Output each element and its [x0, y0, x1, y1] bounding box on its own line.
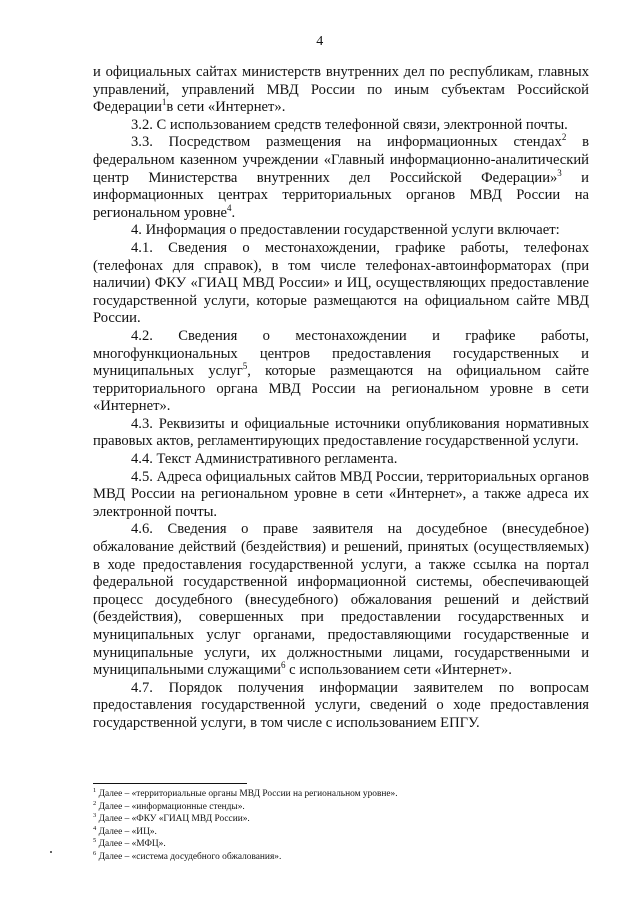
footnote-separator — [93, 783, 247, 784]
paragraph — [93, 680, 589, 733]
paragraph-text: 4.6. Сведения о праве заявителя на досудебное (внесудебное) обжалование действий (бездействия) и решений, принятых (осуществляемых) в ходе предоставления государственной услуги, а также ссылка на портал федеральной государственной информационной системы, обеспечивающей процесс досудебного (внесудебного) обжалования решений и действий (бездействия), совершенных при предоставлении государственных и муниципальных услуг органами, предоставляющими государственные и муниципальные услуги, их должностными лицами, государственными и муниципальными служащими — [93, 521, 589, 679]
paragraph — [93, 240, 589, 328]
paragraph — [93, 521, 589, 679]
footnote-number: 4 — [93, 824, 97, 832]
footnote-number: 2 — [93, 799, 97, 807]
paragraph-text: 4.3. Реквизиты и официальные источники опубликования нормативных правовых актов, регламентирующих предоставление государственной услуги. — [93, 415, 589, 450]
paragraph-text: 3.3. Посредством размещения на информационных стендах — [131, 134, 562, 151]
paragraph-text: 4.4. Текст Административного регламента. — [131, 451, 398, 468]
paragraph-text: и информационных центрах территориальных органов МВД России на региональном уровне — [93, 169, 589, 221]
paragraph-text: . — [231, 204, 236, 221]
paragraph — [93, 64, 589, 117]
paragraph-text: 3.2. С использованием средств телефонной связи, электронной почты. — [131, 116, 568, 133]
paragraph — [93, 328, 589, 416]
scan-speck — [50, 851, 52, 853]
footnote — [93, 813, 589, 826]
footnote-reference: 4 — [227, 202, 232, 213]
paragraph — [93, 416, 589, 451]
paragraph — [93, 222, 589, 240]
footnote-number: 6 — [93, 849, 97, 857]
paragraph-text: 4.1. Сведения о местонахождении, графике работы, телефонах (телефонах для справок), в том числе телефонах-автоинформаторах (при наличии) ФКУ «ГИАЦ МВД России» и ИЦ, осуществляющих предоставление государственной услуги, которые размещаются на официальном сайте МВД России. — [93, 239, 589, 327]
paragraph — [93, 134, 589, 222]
paragraph — [93, 469, 589, 522]
footnote-reference: 1 — [161, 97, 167, 108]
paragraph-text: в федеральном казенном учреждении «Главный информационно-аналитический центр Министерства внутренних дел Российской Федерации» — [93, 134, 590, 186]
footnote-reference: 6 — [280, 660, 286, 671]
footnote-text: Далее – «система досудебного обжалования». — [96, 851, 282, 862]
paragraph-text: в сети «Интернет». — [166, 99, 286, 116]
footnote-number: 1 — [93, 786, 97, 794]
footnote — [93, 838, 589, 851]
footnote-reference: 5 — [242, 361, 248, 372]
footnote — [93, 788, 589, 801]
paragraph — [93, 117, 589, 135]
page-number: 4 — [316, 34, 324, 49]
footnotes — [93, 788, 589, 864]
footnote — [93, 801, 589, 814]
body-text — [93, 64, 589, 733]
footnote — [93, 826, 589, 839]
paragraph-text: и официальных сайтах министерств внутренних дел по республикам, главных управлений, управлений МВД России по иным субъектам Российской Федерации — [93, 64, 589, 116]
footnote-text: Далее – «информационные стенды». — [96, 801, 245, 812]
footnote — [93, 851, 589, 864]
paragraph-text: 4.7. Порядок получения информации заявителем по вопросам предоставления государственной услуги, сведений о ходе предоставления государственной услуги, в том числе с использованием ЕПГУ. — [93, 679, 589, 731]
footnote-number: 3 — [93, 812, 97, 820]
paragraph-text: с использованием сети «Интернет». — [285, 662, 512, 679]
paragraph-text: 4.5. Адреса официальных сайтов МВД России, территориальных органов МВД России на региональном уровне в сети «Интернет», а также адреса их электронной почты. — [93, 468, 589, 520]
footnote-text: Далее – «ИЦ». — [96, 826, 157, 837]
paragraph-text: , которые размещаются на официальном сайте территориального органа МВД России на региональном уровне в сети «Интернет». — [93, 363, 589, 415]
footnote-reference: 3 — [557, 167, 562, 178]
paragraph-text: 4.2. Сведения о местонахождении и графике работы, многофункциональных центров предоставления государственных и муниципальных услуг — [93, 327, 589, 380]
paragraph-text: 4. Информация о предоставлении государственной услуги включает: — [131, 222, 560, 239]
footnote-reference: 2 — [561, 132, 567, 143]
footnote-text: Далее – «МФЦ». — [96, 839, 166, 850]
footnote-text: Далее – «ФКУ «ГИАЦ МВД России». — [96, 814, 250, 825]
footnote-number: 5 — [93, 837, 97, 845]
paragraph — [93, 451, 589, 469]
footnote-text: Далее – «территориальные органы МВД России на региональном уровне». — [96, 789, 398, 799]
